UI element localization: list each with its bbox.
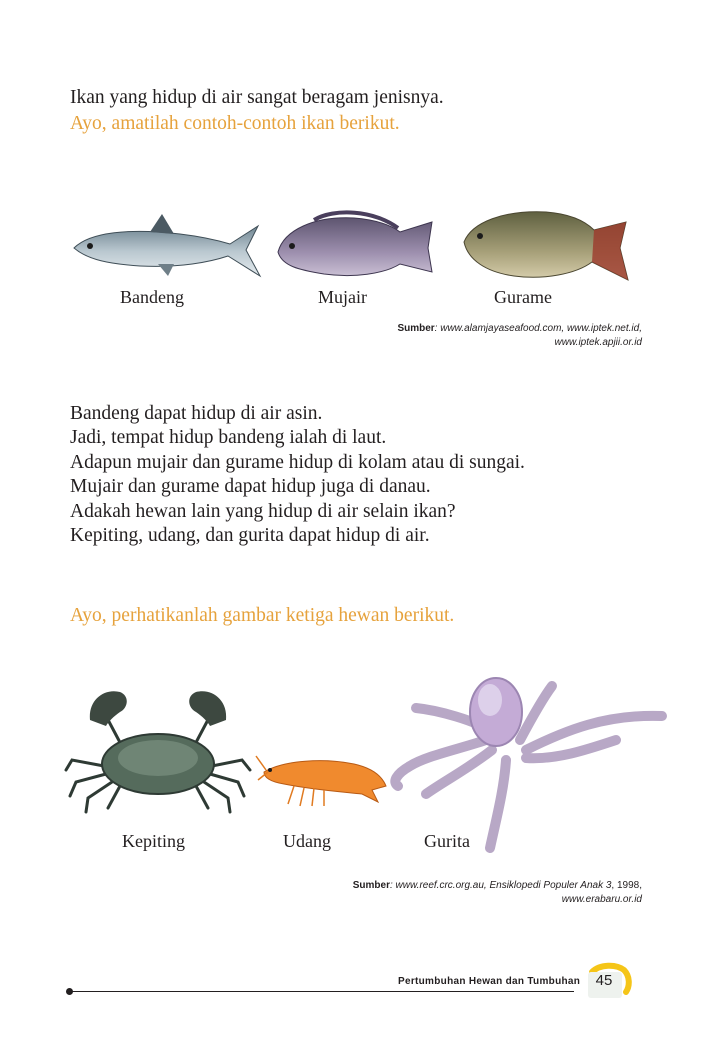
source-text: www.iptek.apjii.or.id (554, 337, 642, 348)
label-gurame: Gurame (494, 287, 552, 307)
source-text: : www.reef.crc.org.au, Ensiklopedi Populer Anak 3 (390, 880, 612, 891)
label-udang: Udang (283, 831, 331, 851)
page-number: 45 (595, 972, 613, 989)
paragraph-line: Adakah hewan lain yang hidup di air selain ikan? (70, 500, 456, 522)
label-bandeng: Bandeng (120, 287, 184, 307)
octopus-image (386, 670, 668, 856)
source-label: Sumber (352, 880, 390, 891)
source-text: : www.alamjayaseafood.com, www.iptek.net.id, (434, 323, 642, 334)
crab-image (64, 686, 252, 816)
animals-instruction: Ayo, perhatikanlah gambar ketiga hewan berikut. (70, 605, 455, 626)
intro-instruction: Ayo, amatilah contoh-contoh ikan berikut. (70, 113, 400, 134)
gurame-fish-image (460, 206, 632, 284)
label-kepiting: Kepiting (122, 831, 185, 851)
shrimp-image (254, 750, 392, 810)
source-text: , 1998, (611, 880, 642, 891)
intro-line: Ikan yang hidup di air sangat beragam jenisnya. (70, 87, 444, 108)
paragraph-line: Bandeng dapat hidup di air asin. (70, 403, 323, 424)
bandeng-fish-image (70, 208, 262, 280)
animals-source-caption (353, 879, 642, 907)
footer-rule (70, 991, 574, 992)
body-paragraph (70, 402, 525, 548)
paragraph-line: Jadi, tempat hidup bandeng ialah di laut. (70, 427, 387, 449)
fish-source-caption (397, 322, 642, 350)
label-gurita: Gurita (424, 831, 470, 851)
mujair-fish-image (274, 208, 436, 280)
paragraph-line: Adapun mujair dan gurame hidup di kolam atau di sungai. (70, 451, 525, 473)
label-mujair: Mujair (318, 287, 367, 307)
paragraph-line: Kepiting, udang, dan gurita dapat hidup di air. (70, 525, 430, 547)
paragraph-line: Mujair dan gurame dapat hidup juga di danau. (70, 476, 431, 498)
source-text: www.erabaru.or.id (561, 894, 642, 905)
source-label: Sumber (397, 323, 435, 334)
footer-title: Pertumbuhan Hewan dan Tumbuhan (398, 976, 581, 987)
